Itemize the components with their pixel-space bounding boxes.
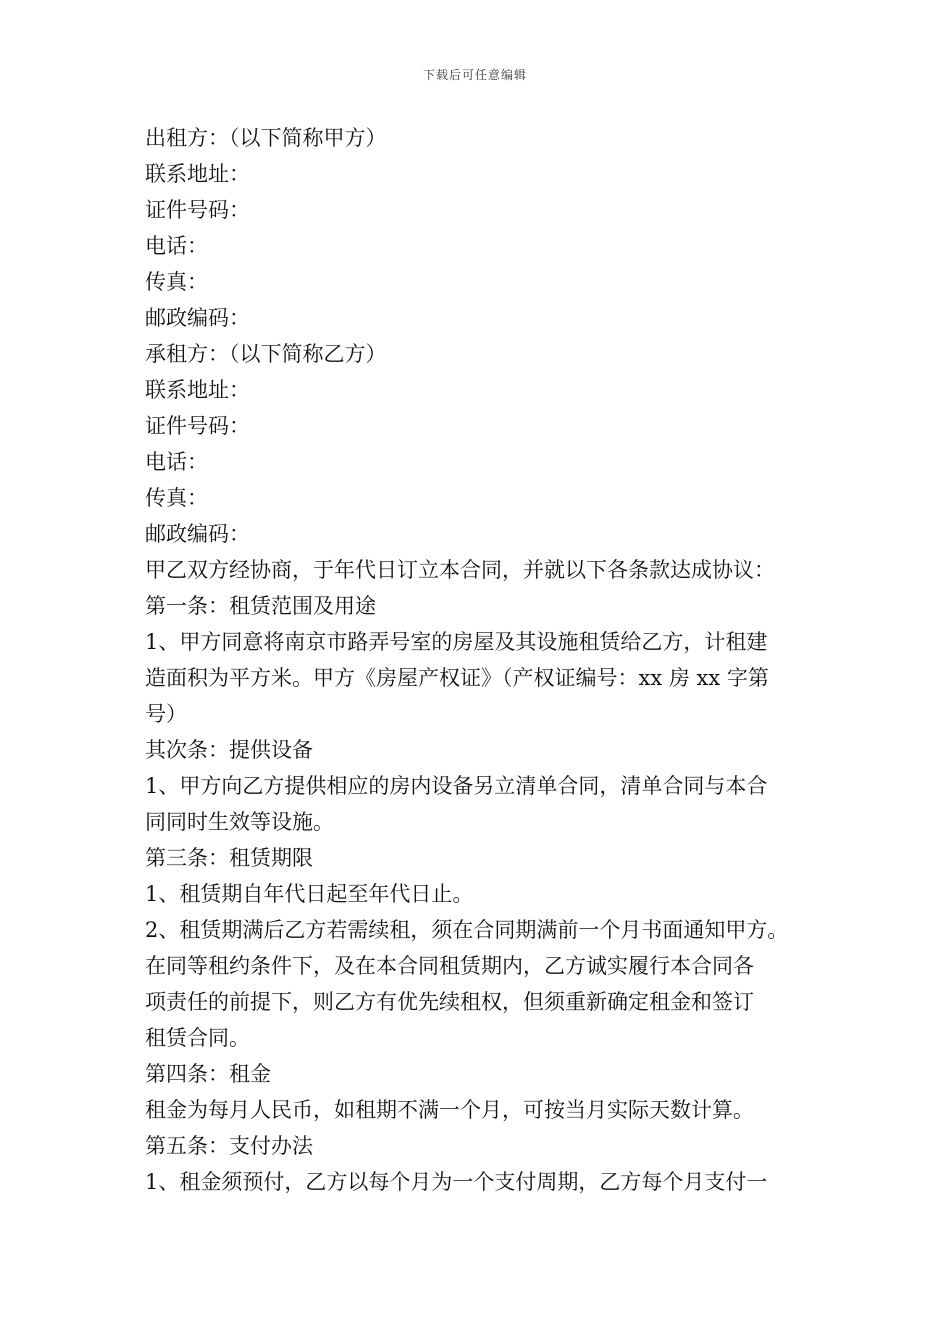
lessor-postcode-field: 邮政编码： [145,306,250,330]
lessee-postcode-field: 邮政编码： [145,522,250,546]
article-1-clause-1-line: 1、甲方同意将南京市路弄号室的房屋及其设施租赁给乙方，计租建 [145,630,768,654]
lessee-fax-field: 传真： [145,486,208,510]
article-3-clause-2-line: 项责任的前提下，则乙方有优先续租权，但须重新确定租金和签订 [145,990,754,1014]
lessor-phone-field: 电话： [145,234,208,258]
article-2-clause-1-line: 同同时生效等设施。 [145,810,334,834]
article-3-clause-2-line: 租赁合同。 [145,1026,250,1050]
article-3-clause-2 [145,912,815,1056]
lessor-address-field: 联系地址： [145,162,250,186]
article-1-clause-1-line: 造面积为平方米。甲方《房屋产权证》（产权证编号：xx 房 xx 字第 [145,666,769,690]
article-2-clause-1-line: 1、甲方向乙方提供相应的房内设备另立清单合同，清单合同与本合 [145,774,768,798]
contract-body [145,120,815,1200]
article-4-heading: 第四条：租金 [145,1062,271,1086]
contract-intro: 甲乙双方经协商，于年代日订立本合同，并就以下各条款达成协议： [145,558,775,582]
article-3-clause-2-line: 2、租赁期满后乙方若需续租，须在合同期满前一个月书面通知甲方。 [145,918,789,942]
article-1-heading: 第一条：租赁范围及用途 [145,594,376,618]
lessor-fax-field: 传真： [145,270,208,294]
article-5-heading: 第五条：支付办法 [145,1134,313,1158]
lessor-title: 出租方：（以下简称甲方） [145,126,387,150]
page-header-note: 下载后可任意编辑 [422,68,527,82]
article-3-clause-1: 1、租赁期自年代日起至年代日止。 [145,882,474,906]
lessee-phone-field: 电话： [145,450,208,474]
article-3-clause-2-line: 在同等租约条件下，及在本合同租赁期内，乙方诚实履行本合同各 [145,954,754,978]
lessee-title: 承租方：（以下简称乙方） [145,342,387,366]
article-1-clause-1-line: 号） [145,702,187,726]
article-2-clause-1 [145,768,815,840]
article-2-heading: 其次条：提供设备 [145,738,313,762]
lessee-address-field: 联系地址： [145,378,250,402]
article-4-text: 租金为每月人民币，如租期不满一个月，可按当月实际天数计算。 [145,1098,754,1122]
lessor-id-field: 证件号码： [145,198,250,222]
article-1-clause-1 [145,624,815,732]
lessee-id-field: 证件号码： [145,414,250,438]
article-3-heading: 第三条：租赁期限 [145,846,313,870]
article-5-clause-1: 1、租金须预付，乙方以每个月为一个支付周期，乙方每个月支付一 [145,1170,768,1194]
